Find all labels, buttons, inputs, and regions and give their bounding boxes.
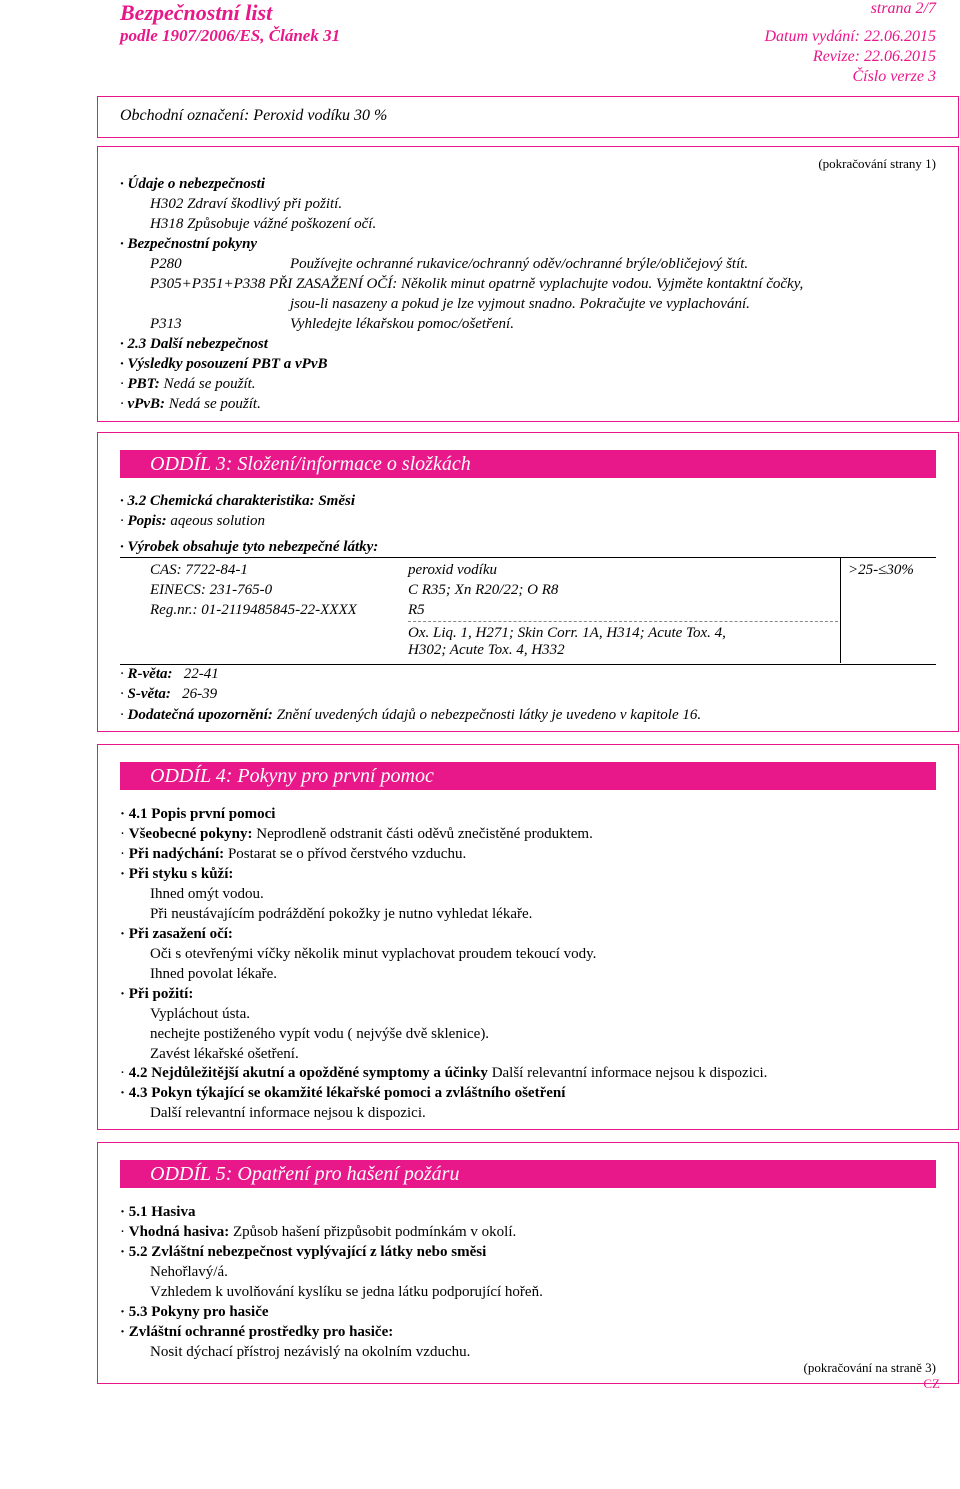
trade-name: Obchodní označení: Peroxid vodíku 30 % xyxy=(120,107,388,124)
hazard-label: · Údaje o nebezpečnosti xyxy=(120,174,265,194)
firefighter-advice-heading: · 5.3 Pokyny pro hasiče xyxy=(120,1302,269,1322)
general-line xyxy=(120,824,593,844)
r-phrase-label: R-věta: xyxy=(127,666,173,682)
description-line xyxy=(120,511,265,531)
skin-label: · Při styku s kůží: xyxy=(120,864,233,884)
r-classification: C R35; Xn R20/22; O R8 xyxy=(408,582,559,598)
symptoms-value: Další relevantní informace nejsou k dispozici. xyxy=(491,1065,768,1081)
trade-name-box xyxy=(97,96,959,138)
precaution-label: · Bezpečnostní pokyny xyxy=(120,234,257,254)
symptoms-label: 4.2 Nejdůležitější akutní a opožděné symptomy a účinky xyxy=(128,1065,488,1081)
chem-char-heading: · 3.2 Chemická charakteristika: Směsi xyxy=(120,491,355,511)
description-label: Popis: xyxy=(127,513,167,529)
revision-date: Revize: 22.06.2015 xyxy=(812,48,936,65)
document-title: Bezpečnostní list xyxy=(120,0,273,25)
ppe-label: · Zvláštní ochranné prostředky pro hasiče: xyxy=(120,1322,393,1342)
general-value: Neprodleně odstranit části oděvů znečistěné produktem. xyxy=(256,826,593,842)
treatment-value: Další relevantní informace nejsou k dispozici. xyxy=(150,1105,426,1121)
other-hazards-heading: · 2.3 Další nebezpečnost xyxy=(120,334,268,354)
symptoms-line xyxy=(120,1063,767,1083)
concentration: >25-≤30% xyxy=(848,562,914,578)
p280-text: Používejte ochranné rukavice/ochranný oděv/ochranné brýle/obličejový štít. xyxy=(290,256,749,272)
ingestion-instruction-3: Zavést lékařské ošetření. xyxy=(150,1046,299,1062)
eye-instruction-2: Ihned povolat lékaře. xyxy=(150,966,278,982)
pbt-results-heading: · Výsledky posouzení PBT a vPvB xyxy=(120,354,327,374)
pbt-line xyxy=(120,374,256,394)
p305-line1: P305+P351+P338 PŘI ZASAŽENÍ OČÍ: Několik minut opatrně vyplachujte vodou. Vyjměte kontaktní čočky, xyxy=(150,276,804,292)
p305-line2: jsou-li nasazeny a pokud je lze vyjmout snadno. Pokračujte ve vyplachování. xyxy=(290,296,750,312)
eye-label: · Při zasažení očí: xyxy=(120,924,233,944)
language-code: CZ xyxy=(923,1376,940,1391)
s-phrase-value: 26-39 xyxy=(182,686,218,702)
suitable-media-value: Způsob hašení přizpůsobit podmínkám v okolí. xyxy=(232,1224,517,1240)
vpvb-value: Nedá se použít. xyxy=(168,396,261,412)
suitable-media-label: Vhodná hasiva: xyxy=(128,1224,230,1240)
hazardous-substances-label: · Výrobek obsahuje tyto nebezpečné látky: xyxy=(120,537,378,557)
ppe-value: Nosit dýchací přístroj nezávislý na okolním vzduchu. xyxy=(150,1344,471,1360)
cas-number: CAS: 7722-84-1 xyxy=(150,562,248,578)
p313-text: Vyhledejte lékařskou pomoc/ošetření. xyxy=(290,316,514,332)
regulation-subtitle: podle 1907/2006/ES, Článek 31 xyxy=(120,26,341,45)
r5-classification: R5 xyxy=(408,602,425,618)
pbt-value: Nedá se použít. xyxy=(163,376,256,392)
first-aid-heading: · 4.1 Popis první pomoci xyxy=(120,804,275,824)
r-phrase-value: 22-41 xyxy=(183,666,219,682)
vpvb-label: vPvB: xyxy=(127,396,165,412)
s-phrase-line xyxy=(120,684,217,704)
p313-code: P313 xyxy=(150,316,182,332)
special-hazards-heading: · 5.2 Zvláštní nebezpečnost vyplývající z látky nebo směsi xyxy=(120,1242,486,1262)
suitable-media-line xyxy=(120,1222,516,1242)
continuation-bottom: (pokračování na straně 3) xyxy=(803,1360,936,1375)
general-label: Všeobecné pokyny: xyxy=(128,826,253,842)
page-number: strana 2/7 xyxy=(870,0,936,17)
section3-heading: ODDÍL 3: Složení/informace o složkách xyxy=(120,450,936,478)
special-hazards-2: Vzhledem k uvolňování kyslíku se jedna látku podporující hořeň. xyxy=(150,1284,543,1300)
classification-separator xyxy=(408,621,838,622)
clp-line2: H302; Acute Tox. 4, H332 xyxy=(408,642,565,658)
skin-instruction-2: Při neustávajícím podráždění pokožky je nutno vyhledat lékaře. xyxy=(150,906,533,922)
s-phrase-label: S-věta: xyxy=(127,686,171,702)
inhalation-label: Při nadýchání: xyxy=(128,846,225,862)
h318-statement: H318 Způsobuje vážné poškození očí. xyxy=(150,216,377,232)
skin-instruction-1: Ihned omýt vodou. xyxy=(150,886,264,902)
table-divider xyxy=(840,557,841,663)
version-number: Číslo verze 3 xyxy=(852,68,936,85)
vpvb-line xyxy=(120,394,261,414)
ingestion-instruction-2: nechejte postiženého vypít vodu ( nejvýše dvě sklenice). xyxy=(150,1026,490,1042)
p280-code: P280 xyxy=(150,256,182,272)
section4-heading: ODDÍL 4: Pokyny pro první pomoc xyxy=(120,762,936,790)
inhalation-line xyxy=(120,844,466,864)
additional-notes-value: Znění uvedených údajů o nebezpečnosti látky je uvedeno v kapitole 16. xyxy=(276,707,702,723)
h302-statement: H302 Zdraví škodlivý při požití. xyxy=(150,196,343,212)
description-value: aqeous solution xyxy=(170,513,266,529)
additional-notes-line xyxy=(120,705,701,725)
r-phrase-line xyxy=(120,664,219,684)
extinguishing-heading: · 5.1 Hasiva xyxy=(120,1202,195,1222)
treatment-label: · 4.3 Pokyn týkající se okamžité lékařské pomoci a zvláštního ošetření xyxy=(120,1083,565,1103)
continuation-top: (pokračování strany 1) xyxy=(818,156,936,171)
substance-name: peroxid vodíku xyxy=(408,562,497,578)
issue-date: Datum vydání: 22.06.2015 xyxy=(764,28,936,45)
inhalation-value: Postarat se o přívod čerstvého vzduchu. xyxy=(227,846,467,862)
ingestion-instruction-1: Vypláchout ústa. xyxy=(150,1006,250,1022)
section5-heading: ODDÍL 5: Opatření pro hašení požáru xyxy=(120,1160,936,1188)
pbt-label: PBT: xyxy=(127,376,160,392)
eye-instruction-1: Oči s otevřenými víčky několik minut vyplachovat proudem tekoucí vody. xyxy=(150,946,597,962)
clp-line1: Ox. Liq. 1, H271; Skin Corr. 1A, H314; Acute Tox. 4, xyxy=(408,625,726,641)
registration-number: Reg.nr.: 01-2119485845-22-XXXX xyxy=(150,602,357,618)
einecs-number: EINECS: 231-765-0 xyxy=(150,582,273,598)
ingestion-label: · Při požití: xyxy=(120,984,193,1004)
additional-notes-label: Dodatečná upozornění: xyxy=(127,707,273,723)
special-hazards-1: Nehořlavý/á. xyxy=(150,1264,228,1280)
